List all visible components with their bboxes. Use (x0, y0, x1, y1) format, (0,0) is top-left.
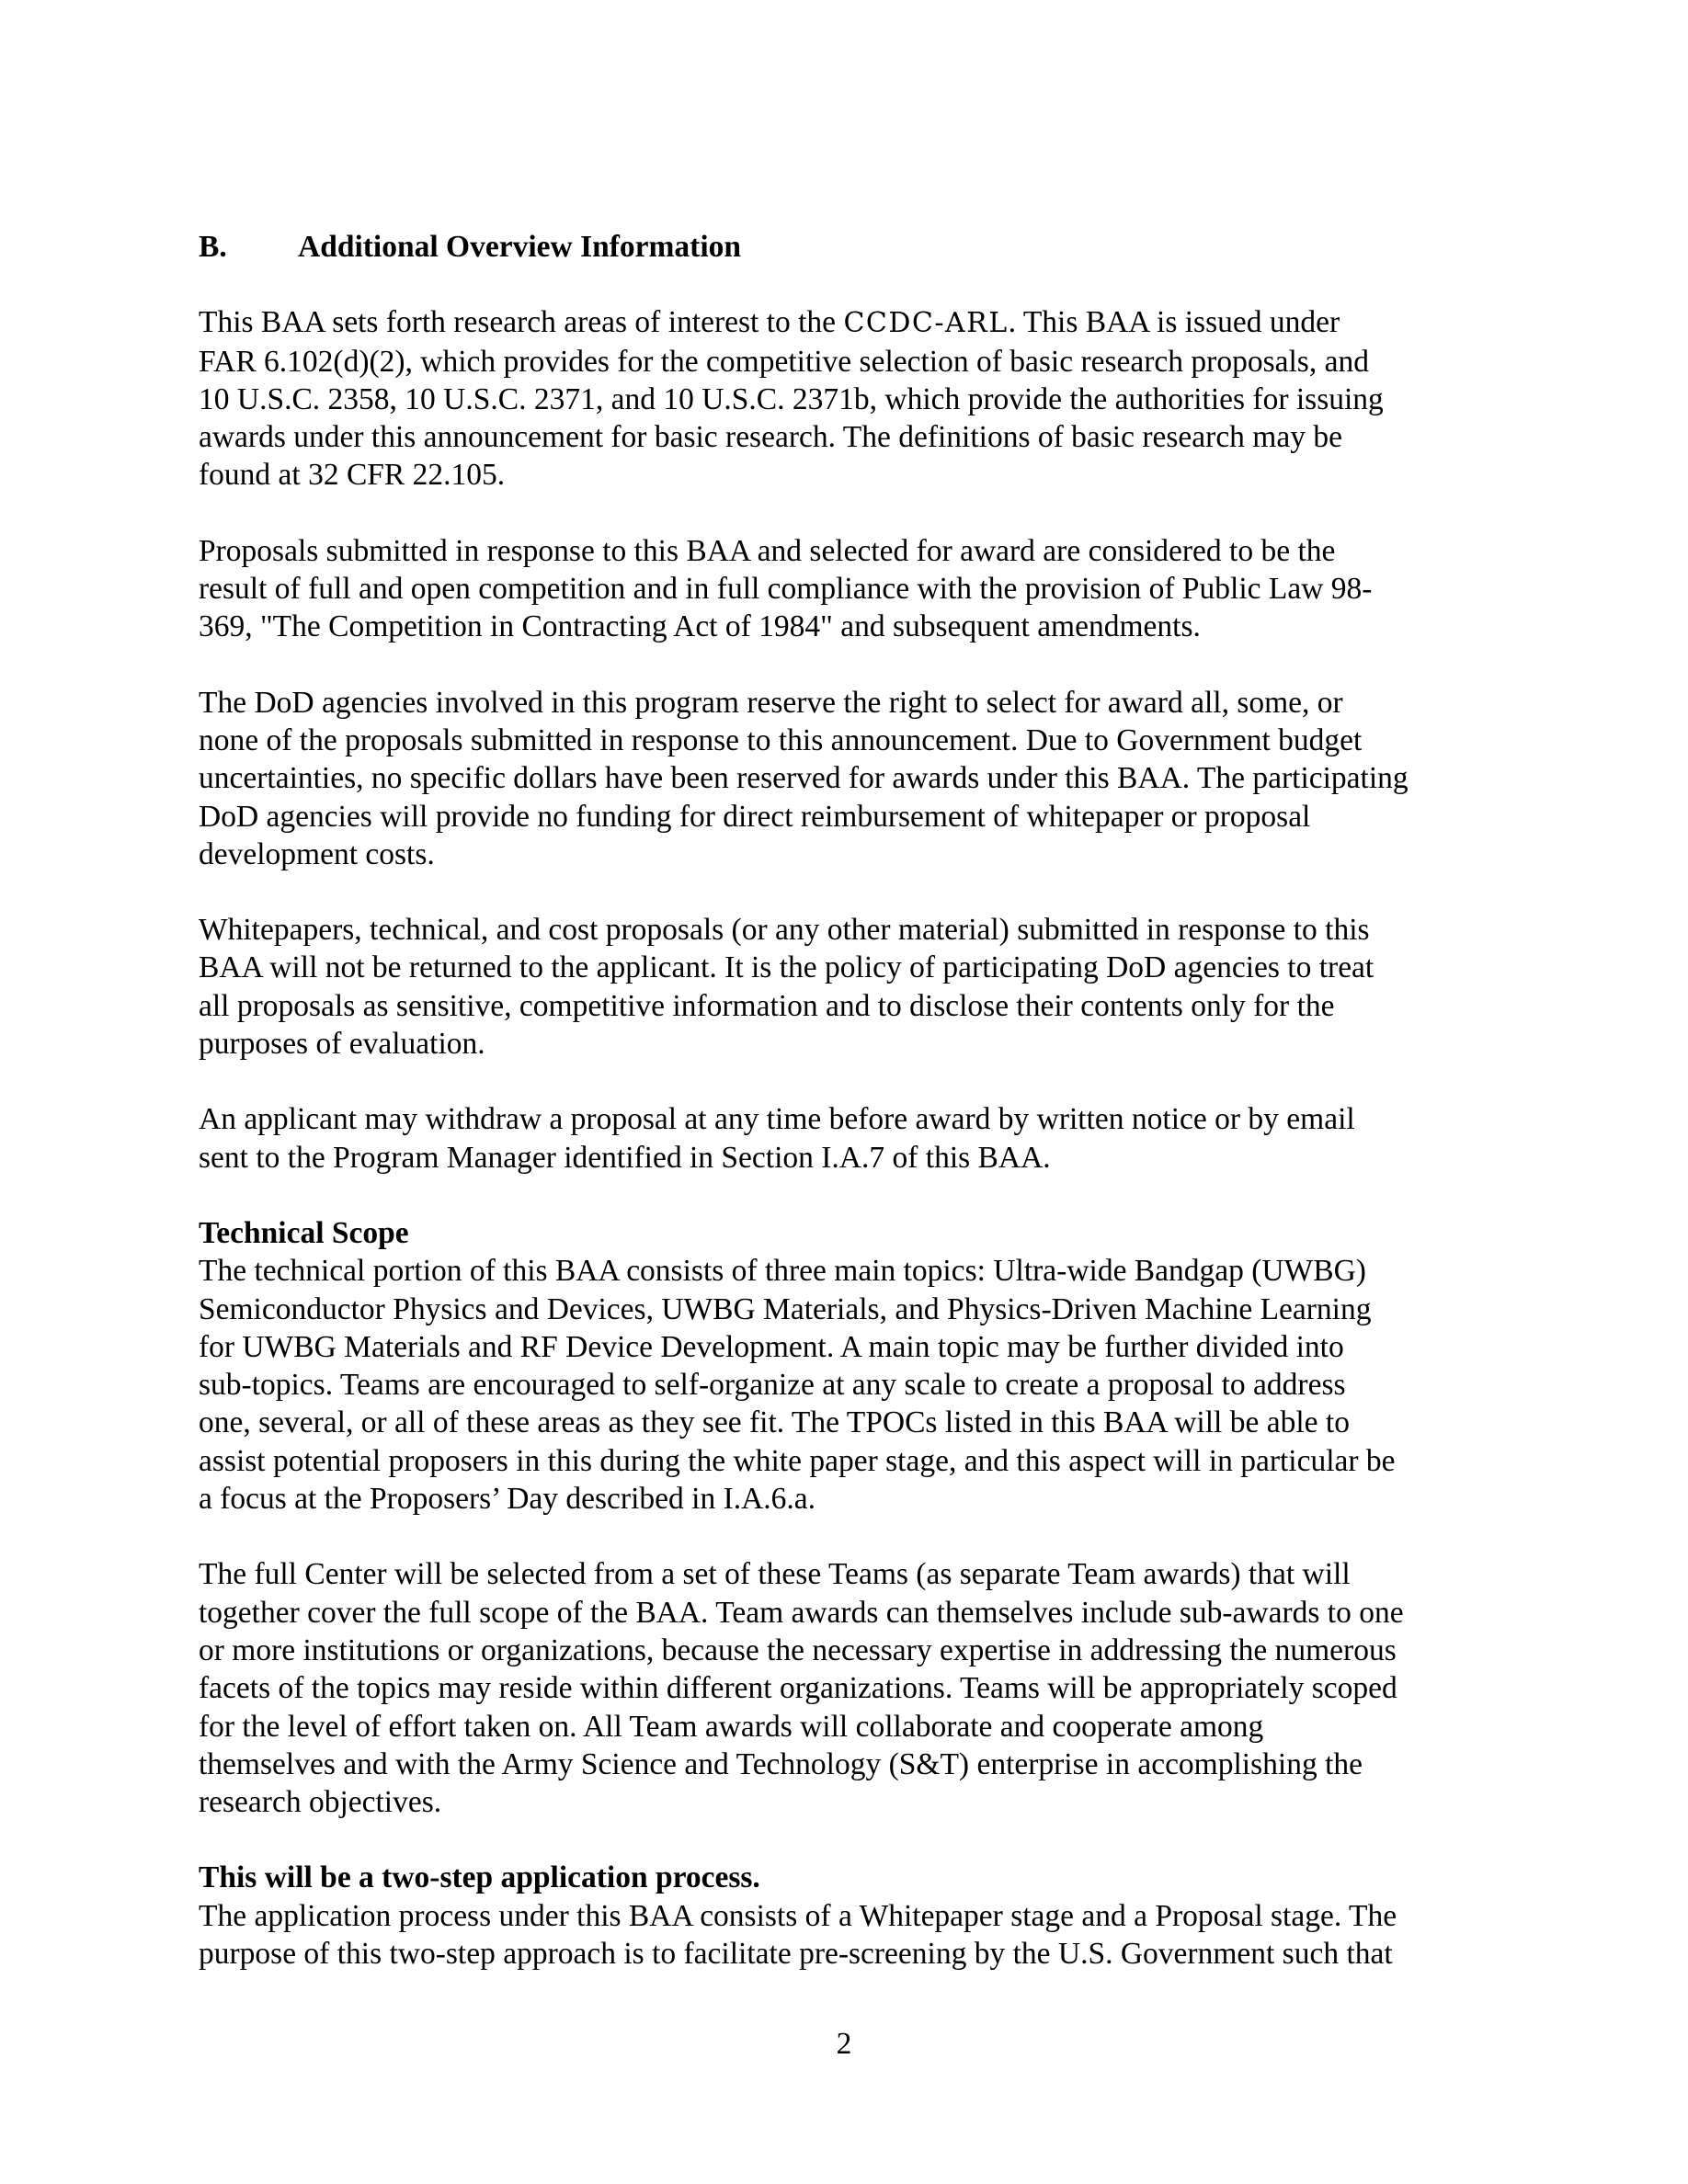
section-heading (199, 228, 1495, 266)
text-line: or more institutions or organizations, because the necessary expertise in addressing the numerous (199, 1632, 1397, 1667)
text-line: themselves and with the Army Science and Technology (S&T) enterprise in accomplishing the (199, 1746, 1363, 1781)
text-line: The full Center will be selected from a set of these Teams (as separate Team awards) that will (199, 1557, 1351, 1592)
paragraph-competition (199, 532, 1495, 646)
text-line: FAR 6.102(d)(2), which provides for the competitive selection of basic research proposals, and (199, 344, 1369, 379)
paragraph-baa-overview (199, 303, 1495, 494)
text-line: assist potential proposers in this during the white paper stage, and this aspect will in particular be (199, 1443, 1396, 1478)
technical-scope-section (199, 1214, 1495, 1518)
paragraph-agencies-rights (199, 684, 1495, 873)
text-line: purposes of evaluation. (199, 1027, 485, 1062)
section-label: B. (199, 230, 227, 264)
text-line: The application process under this BAA consists of a Whitepaper stage and a Proposal stage. The (199, 1898, 1397, 1933)
text-line: The DoD agencies involved in this program reserve the right to select for award all, some, or (199, 685, 1343, 720)
text-line: Proposals submitted in response to this BAA and selected for award are considered to be the (199, 533, 1336, 568)
text-line: a focus at the Proposers’ Day described in I.A.6.a. (199, 1482, 816, 1517)
text-run: . This BAA is issued under (1008, 305, 1340, 340)
text-line: sent to the Program Manager identified in Section I.A.7 of this BAA. (199, 1140, 1051, 1175)
text-line: awards under this announcement for basic research. The definitions of basic research may be (199, 420, 1342, 455)
page-body (199, 228, 1495, 2010)
text-line: Whitepapers, technical, and cost proposals (or any other material) submitted in response to this (199, 913, 1370, 948)
paragraph-whitepapers-policy (199, 911, 1495, 1063)
text-line: for UWBG Materials and RF Device Development. A main topic may be further divided into (199, 1329, 1344, 1364)
technical-scope-heading: Technical Scope (199, 1215, 409, 1250)
text-line: development costs. (199, 836, 435, 871)
text-line (199, 303, 1495, 342)
text-line: sub-topics. Teams are encouraged to self-organize at any scale to create a proposal to address (199, 1368, 1346, 1403)
text-line: found at 32 CFR 22.105. (199, 458, 506, 493)
text-line: for the level of effort taken on. All Team awards will collaborate and cooperate among (199, 1709, 1264, 1744)
text-line: Semiconductor Physics and Devices, UWBG Materials, and Physics-Driven Machine Learning (199, 1291, 1372, 1326)
text-line: purpose of this two-step approach is to facilitate pre-screening by the U.S. Government such that (199, 1936, 1393, 1971)
text-line: BAA will not be returned to the applicant. It is the policy of participating DoD agencies to treat (199, 950, 1374, 985)
text-line: all proposals as sensitive, competitive information and to disclose their contents only for the (199, 988, 1335, 1023)
text-line: facets of the topics may reside within different organizations. Teams will be appropriately scoped (199, 1671, 1397, 1706)
text-line: one, several, or all of these areas as they see fit. The TPOCs listed in this BAA will be able to (199, 1405, 1350, 1440)
page-number: 2 (836, 2027, 852, 2061)
paragraph-center-teams (199, 1555, 1495, 1821)
organization-acronym: CCDC-ARL (843, 307, 1009, 340)
text-line: research objectives. (199, 1785, 442, 1820)
paragraph-withdrawal (199, 1100, 1495, 1177)
section-title: Additional Overview Information (298, 230, 742, 264)
text-line: result of full and open competition and in full compliance with the provision of Public Law 98- (199, 572, 1373, 607)
text-line: together cover the full scope of the BAA. Team awards can themselves include sub-awards to one (199, 1595, 1404, 1630)
text-line: 10 U.S.C. 2358, 10 U.S.C. 2371, and 10 U.S.C. 2371b, which provide the authorities for issuing (199, 381, 1384, 416)
text-line: none of the proposals submitted in response to this announcement. Due to Government budget (199, 722, 1363, 757)
text-line: 369, "The Competition in Contracting Act of 1984" and subsequent amendments. (199, 609, 1201, 644)
text-line: An applicant may withdraw a proposal at any time before award by written notice or by email (199, 1102, 1355, 1137)
text-run: This BAA sets forth research areas of interest to the (199, 305, 844, 340)
two-step-section (199, 1859, 1495, 1973)
text-line: DoD agencies will provide no funding for direct reimbursement of whitepaper or proposal (199, 799, 1311, 834)
text-line: uncertainties, no specific dollars have been reserved for awards under this BAA. The participating (199, 761, 1409, 796)
text-line: The technical portion of this BAA consists of three main topics: Ultra-wide Bandgap (UWBG) (199, 1254, 1366, 1289)
two-step-heading: This will be a two-step application process. (199, 1860, 760, 1895)
